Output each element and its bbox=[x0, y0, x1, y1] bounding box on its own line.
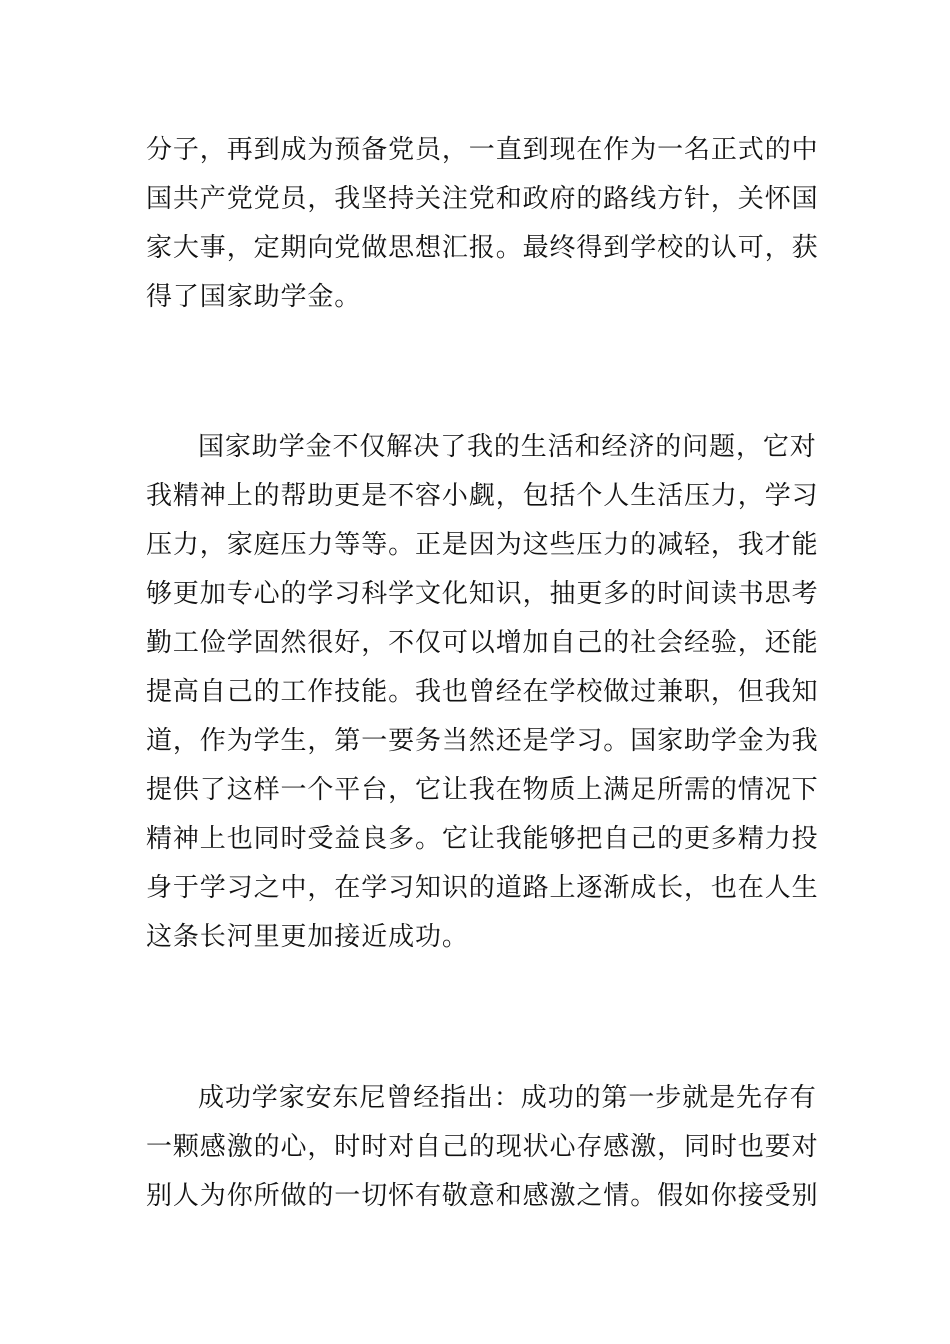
text-line: 勤工俭学固然很好，不仅可以增加自己的社会经验，还能 bbox=[146, 628, 819, 658]
text-line: 提高自己的工作技能。我也曾经在学校做过兼职，但我知 bbox=[146, 677, 819, 707]
text-line: 这条长河里更加接近成功。 bbox=[146, 922, 469, 952]
text-line: 道，作为学生，第一要务当然还是学习。国家助学金为我 bbox=[146, 726, 819, 756]
text-line: 家大事，定期向党做思想汇报。最终得到学校的认可，获 bbox=[146, 233, 819, 263]
text-line: 压力，家庭压力等等。正是因为这些压力的减轻，我才能 bbox=[146, 530, 819, 560]
text-line: 别人为你所做的一切怀有敬意和感激之情。假如你接受别 bbox=[146, 1181, 819, 1211]
text-line: 国共产党党员，我坚持关注党和政府的路线方针，关怀国 bbox=[146, 184, 819, 214]
text-line: 身于学习之中，在学习知识的道路上逐渐成长，也在人生 bbox=[146, 873, 819, 903]
text-line: 得了国家助学金。 bbox=[146, 282, 362, 312]
text-line: 成功学家安东尼曾经指出：成功的第一步就是先存有 bbox=[198, 1083, 817, 1113]
text-line: 国家助学金不仅解决了我的生活和经济的问题，它对 bbox=[198, 432, 817, 462]
text-line: 分子，再到成为预备党员，一直到现在作为一名正式的中 bbox=[146, 135, 819, 165]
text-line: 够更加专心的学习科学文化知识，抽更多的时间读书思考 bbox=[146, 579, 819, 609]
text-line: 我精神上的帮助更是不容小觑，包括个人生活压力，学习 bbox=[146, 481, 819, 511]
text-line: 提供了这样一个平台，它让我在物质上满足所需的情况下 bbox=[146, 775, 819, 805]
text-line: 精神上也同时受益良多。它让我能够把自己的更多精力投 bbox=[146, 824, 819, 854]
text-line: 一颗感激的心，时时对自己的现状心存感激，同时也要对 bbox=[146, 1132, 819, 1162]
